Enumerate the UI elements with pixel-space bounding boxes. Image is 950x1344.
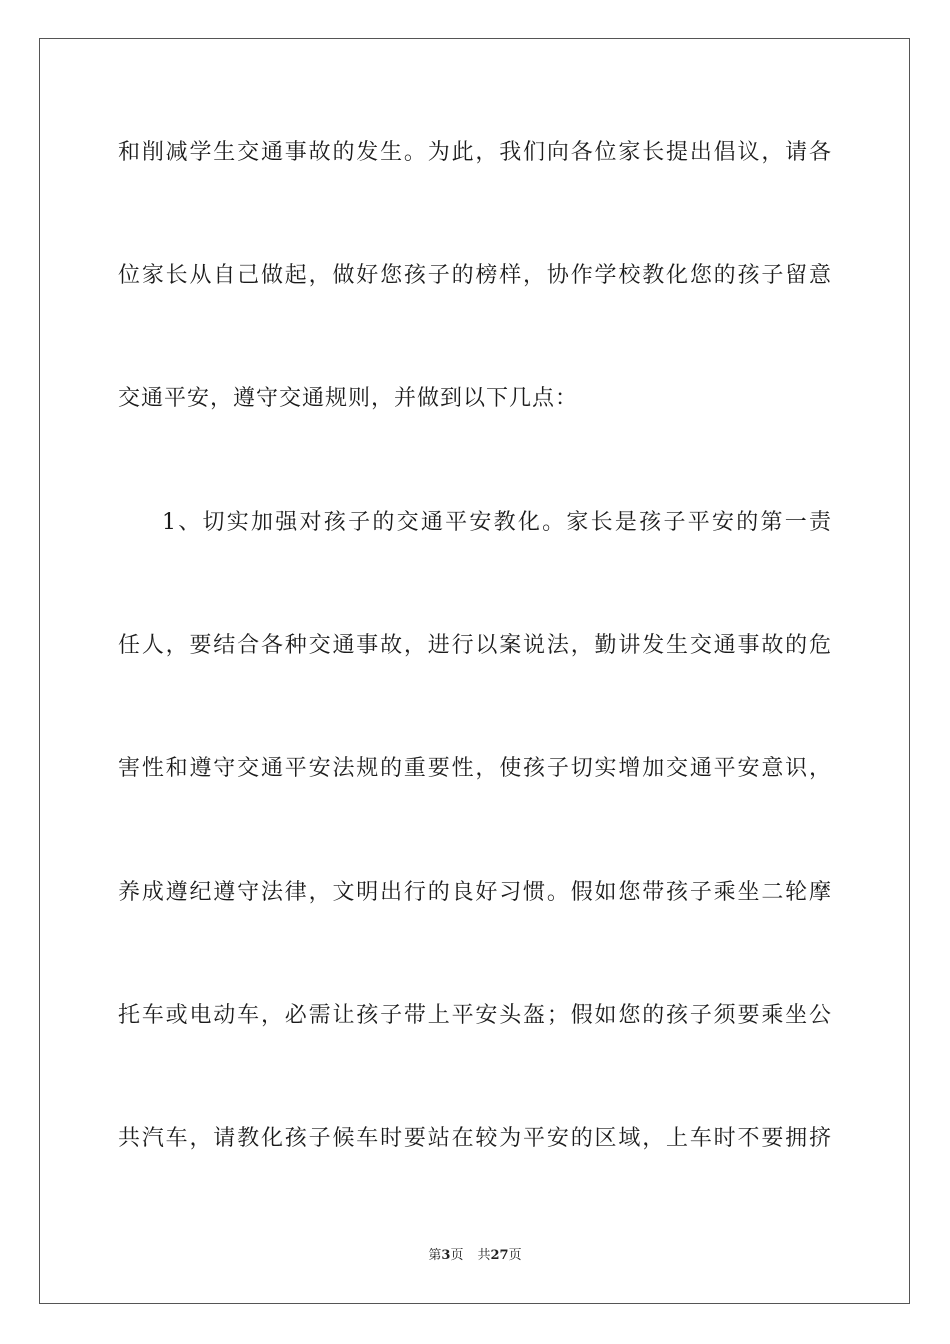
body-line-9: 共汽车，请教化孩子候车时要站在较为平安的区域，上车时不要拥挤 xyxy=(118,1126,832,1151)
body-line-1: 和削减学生交通事故的发生。为此，我们向各位家长提出倡议，请各 xyxy=(118,140,832,165)
footer-total-number: 27 xyxy=(490,1248,509,1263)
footer-page-suffix: 页 xyxy=(450,1248,464,1263)
body-line-8: 托车或电动车，必需让孩子带上平安头盔；假如您的孩子须要乘坐公 xyxy=(118,1003,832,1028)
body-line-3: 交通平安，遵守交通规则，并做到以下几点： xyxy=(118,386,579,411)
page-border xyxy=(39,38,910,1304)
body-line-4: 1、切实加强对孩子的交通平安教化。家长是孩子平安的第一责 xyxy=(162,510,832,535)
footer-page-prefix: 第 xyxy=(428,1248,442,1263)
body-line-5: 任人，要结合各种交通事故，进行以案说法，勤讲发生交通事故的危 xyxy=(118,633,832,658)
footer-total-suffix: 页 xyxy=(508,1248,522,1263)
body-line-2: 位家长从自己做起，做好您孩子的榜样，协作学校教化您的孩子留意 xyxy=(118,263,832,288)
page-footer xyxy=(0,1247,950,1265)
footer-total-prefix: 共 xyxy=(477,1248,491,1263)
footer-page-number: 3 xyxy=(441,1248,451,1263)
body-line-7: 养成遵纪遵守法律，文明出行的良好习惯。假如您带孩子乘坐二轮摩 xyxy=(118,880,832,905)
body-line-6: 害性和遵守交通平安法规的重要性，使孩子切实增加交通平安意识， xyxy=(118,756,832,781)
